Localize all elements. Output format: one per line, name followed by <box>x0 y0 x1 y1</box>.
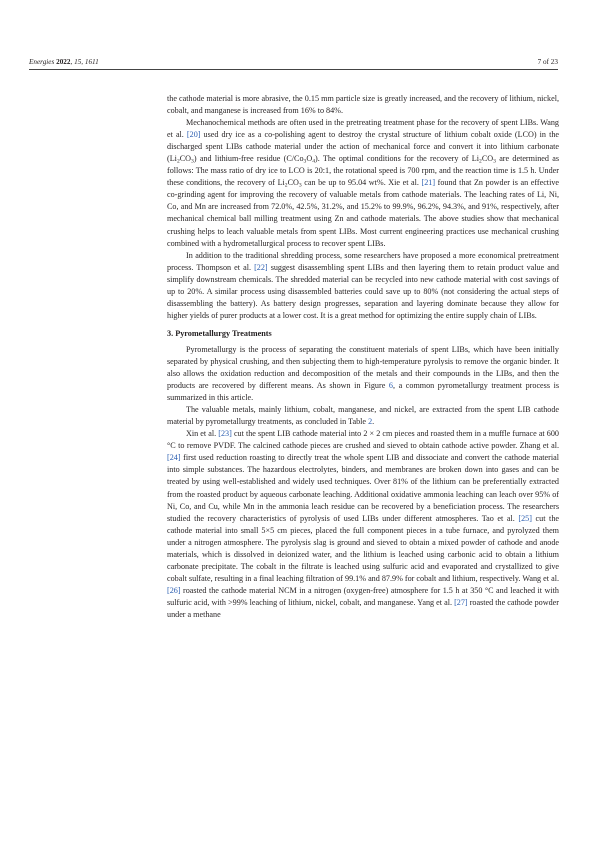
text-run: Pyrometallurgy is the process of separating the constituent materials of spent LIBs, which have been initially separated by physical crushing, and then subjecting them to high-temperature pyrolysis to remove the organic binder. It also allows the oxidation reduction and decomposition of the metals and their compounds in the LIBs, and then the products are recovered by different means. As shown in Figure <box>167 344 559 391</box>
citation-link[interactable]: [26] <box>167 585 181 595</box>
citation-link[interactable]: 6 <box>388 381 393 391</box>
article-body <box>167 93 559 621</box>
text-run: CO <box>481 154 494 164</box>
citation-link[interactable]: [23] <box>218 429 232 439</box>
journal-volume: 15 <box>74 58 82 66</box>
journal-citation: Energies 2022, 15, 1611 <box>29 58 99 66</box>
header-rule <box>29 69 558 70</box>
text-run: CO <box>179 154 192 164</box>
text-run: CO <box>287 178 299 188</box>
text-run: ). The optimal conditions for the recovery of Li <box>315 154 480 164</box>
journal-name: Energies <box>29 58 55 66</box>
subscript: 3 <box>303 158 307 165</box>
text-run: cut the spent LIB cathode material into 2 × 2 cm pieces and roasted them in a muffle furnace at 600 °C to remove PVDF. The calcined cathode pieces are crushed and sieved to obtain cathode active powder. Zhang et al. <box>167 429 559 451</box>
text-run: cut the cathode material into small 5×5 cm pieces, placed the full component pieces in a tube furnace, and pyrolyzed them under a nitrogen atmosphere. The pyrolysis slag is ground and sieved to obtain a mixed powder of cathode and anode materials, which is dissolved in deionized water, and the lithium is leached using carbonic acid to obtain a lithium carbonate precipitate. The cobalt in the filtrate is leached using sulfuric acid and evaporated and crystallized to give cobalt sulfate, resulting in a final leaching filtration of 99.1% and 87.9% for cobalt and lithium, respectively. Wang et al. <box>167 513 559 583</box>
citation-link[interactable]: [27] <box>454 597 468 607</box>
text-run: roasted the cathode material NCM in a nitrogen (oxygen-free) atmosphere for 1.5 h at 350 °C and leached it with sulfuric acid, with >99% leaching of lithium, nickel, cobalt, and manganese. Yang et al. <box>167 585 559 607</box>
text-run: . <box>372 417 375 427</box>
running-header <box>29 56 558 68</box>
subscript: 3 <box>191 158 194 165</box>
subscript: 4 <box>312 158 316 165</box>
subscript: 2 <box>284 182 288 189</box>
text-run: the cathode material is more abrasive, the 0.15 mm particle size is greatly increased, and the recovery of lithium, nickel, cobalt, and manganese is increased from 16% to 84%. <box>167 94 559 116</box>
text-run: first used reduction roasting to directly treat the whole spent LIB and dissociate and convert the cathode material into simple substances. The hazardous electrolytes, binders, and membranes are broken down into gases and can be treated by using well-established and widely used techniques. Over 81% of the lithium can be preferentially extracted from the roasted product by aqueous carbonate leaching. Additional oxidative ammonia leaching can leach over 95% of Ni, Co, and Cu, while Mn in the ammonia leach residue can be recovered by a beneficiation process. The researchers studied the recovery characteristics of pyrolysis of used LIBs under different atmospheres. Tao et al. <box>167 453 559 523</box>
citation-link[interactable]: [20] <box>186 130 201 140</box>
text-run: can be up to 95.04 wt%. Xie et al. <box>301 178 422 188</box>
text-run: used dry ice as a co-polishing agent to destroy the crystal structure of lithium cobalt oxide (LCO) in the discharged spent LIBs cathode material under the action of mechanical force and convert it into lithium carbonate (Li <box>167 130 559 164</box>
citation-link[interactable]: 2 <box>368 417 373 427</box>
text-run: In addition to the traditional shredding process, some researchers have proposed a more economical pretreatment process. Thompson et al. <box>167 250 559 272</box>
article-number: 1611 <box>84 58 99 66</box>
subscript: 2 <box>176 158 180 165</box>
citation-link[interactable]: [25] <box>518 513 532 523</box>
subscript: 3 <box>298 182 302 189</box>
section-heading: 3. Pyrometallurgy Treatments <box>167 328 272 338</box>
text-run: Mechanochemical methods are often used in the pretreating treatment phase for the recovery of spent LIBs. Wang et al. <box>167 118 559 140</box>
journal-year: 2022 <box>56 58 71 66</box>
text-run: Xin et al. <box>186 429 219 439</box>
paragraph <box>167 250 559 322</box>
citation-link[interactable]: [22] <box>254 262 268 272</box>
paragraph <box>167 93 559 117</box>
text-run: O <box>306 154 313 164</box>
text-run: roasted the cathode powder under a methane <box>167 597 559 619</box>
paragraph <box>167 404 559 428</box>
subscript: 2 <box>479 158 482 165</box>
text-run: suggest disassembling spent LIBs and then layering them to retain product value and simplify downstream chemicals. The shredded material can be recycled into new cathode material with cost savings of up to 20%. A similar process using disassembled batteries could save up to 80% (not considering the actual steps of disassembling the battery). As battery design progresses, separation and layering dominate because they allow for higher yields of purer products at a lower cost. It is a great method for optimizing the entire supply chain of LIBs. <box>167 262 559 320</box>
paragraph <box>167 344 559 404</box>
page-number: 7 of 23 <box>537 58 558 66</box>
text-run: ) and lithium-free residue (C/Co <box>193 154 304 164</box>
text-run: The valuable metals, mainly lithium, cobalt, manganese, and nickel, are extracted from the spent LIB cathode material by pyrometallurgy treatments, as concluded in Table <box>167 405 559 427</box>
paragraph <box>167 117 559 250</box>
text-run: , a common pyrometallurgy treatment process is summarized in this article. <box>167 381 559 403</box>
citation-link[interactable]: [24] <box>167 453 181 463</box>
citation-link[interactable]: [21] <box>421 178 436 188</box>
text-run: are determined as follows: The mass ratio of dry ice to LCO is 20:1, the rotational speed is 700 rpm, and the reaction time is 1.5 h. Under these conditions, the recovery of Li <box>167 154 559 188</box>
text-run: found that Zn powder is an effective co-grinding agent for improving the recovery of valuable metals from cathode materials. The leaching rates of Li, Ni, Co, and Mn are increased from 72.0%, 42.5%, 31.2%, and 15.2% to 99.9%, 96.2%, 94.3%, and 91%, respectively, after mechanical chemical ball milling treatment using Zn and cathode materials. The above studies show that mechanical crushing helps to leach valuable metals from spent LIBs. Most current engineering practices use mechanical crushing combined with a hydrometallurgical process to recover spent LIBs. <box>167 178 559 248</box>
subscript: 3 <box>493 158 496 165</box>
paragraph <box>167 428 559 621</box>
